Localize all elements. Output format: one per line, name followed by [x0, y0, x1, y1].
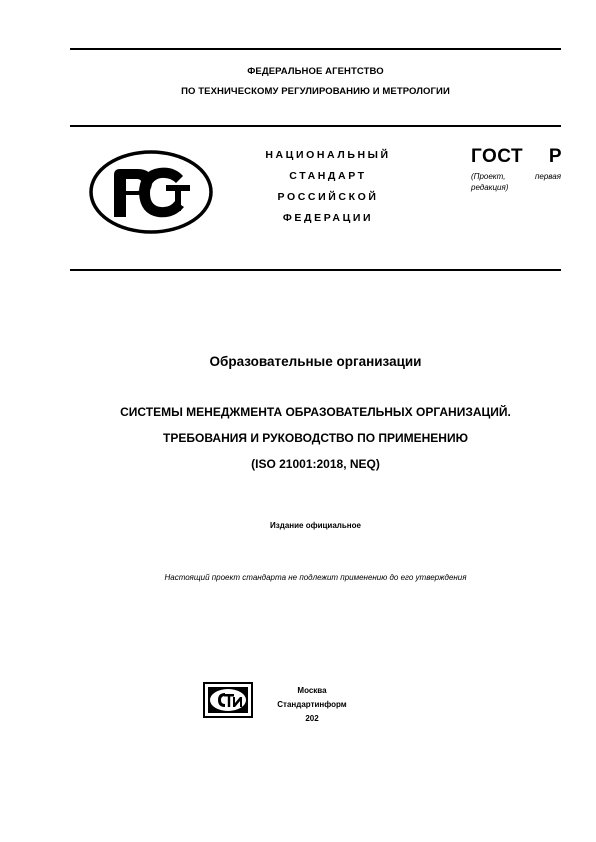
standard-line-1: НАЦИОНАЛЬНЫЙ: [265, 149, 391, 161]
imprint-year: 202: [305, 714, 319, 723]
draft-notice: Настоящий проект стандарта не подлежит применению до его утверждения: [164, 573, 467, 582]
header-bottom-rule: [70, 269, 561, 271]
subtitle-line-1: СИСТЕМЫ МЕНЕДЖМЕНТА ОБРАЗОВАТЕЛЬНЫХ ОРГАНИЗАЦИЙ.: [120, 405, 511, 419]
subtitle-line-3: (ISO 21001:2018, NEQ): [251, 457, 380, 471]
standard-line-2: СТАНДАРТ: [289, 170, 367, 182]
standard-line-3: РОССИЙСКОЙ: [277, 191, 379, 203]
imprint-city: Москва: [297, 686, 327, 695]
agency-line-1: ФЕДЕРАЛЬНОЕ АГЕНТСТВО: [247, 66, 384, 77]
imprint-publisher: Стандартинформ: [277, 700, 347, 709]
top-rule: [70, 48, 561, 50]
subtitle-line-2: ТРЕБОВАНИЯ И РУКОВОДСТВО ПО ПРИМЕНЕНИЮ: [163, 431, 468, 445]
gost-label: ГОСТ Р: [471, 146, 563, 167]
sti-logo-icon: [203, 682, 253, 718]
rst-logo-icon: [88, 149, 214, 235]
standard-line-4: ФЕДЕРАЦИИ: [282, 212, 374, 224]
draft-note: (Проект, первая редакция): [471, 172, 561, 192]
header-rule: [70, 125, 561, 127]
agency-line-2: ПО ТЕХНИЧЕСКОМУ РЕГУЛИРОВАНИЮ И МЕТРОЛОГИИ: [181, 86, 450, 97]
edition-label: Издание официальное: [270, 521, 361, 530]
document-title: Образовательные организации: [209, 354, 422, 369]
